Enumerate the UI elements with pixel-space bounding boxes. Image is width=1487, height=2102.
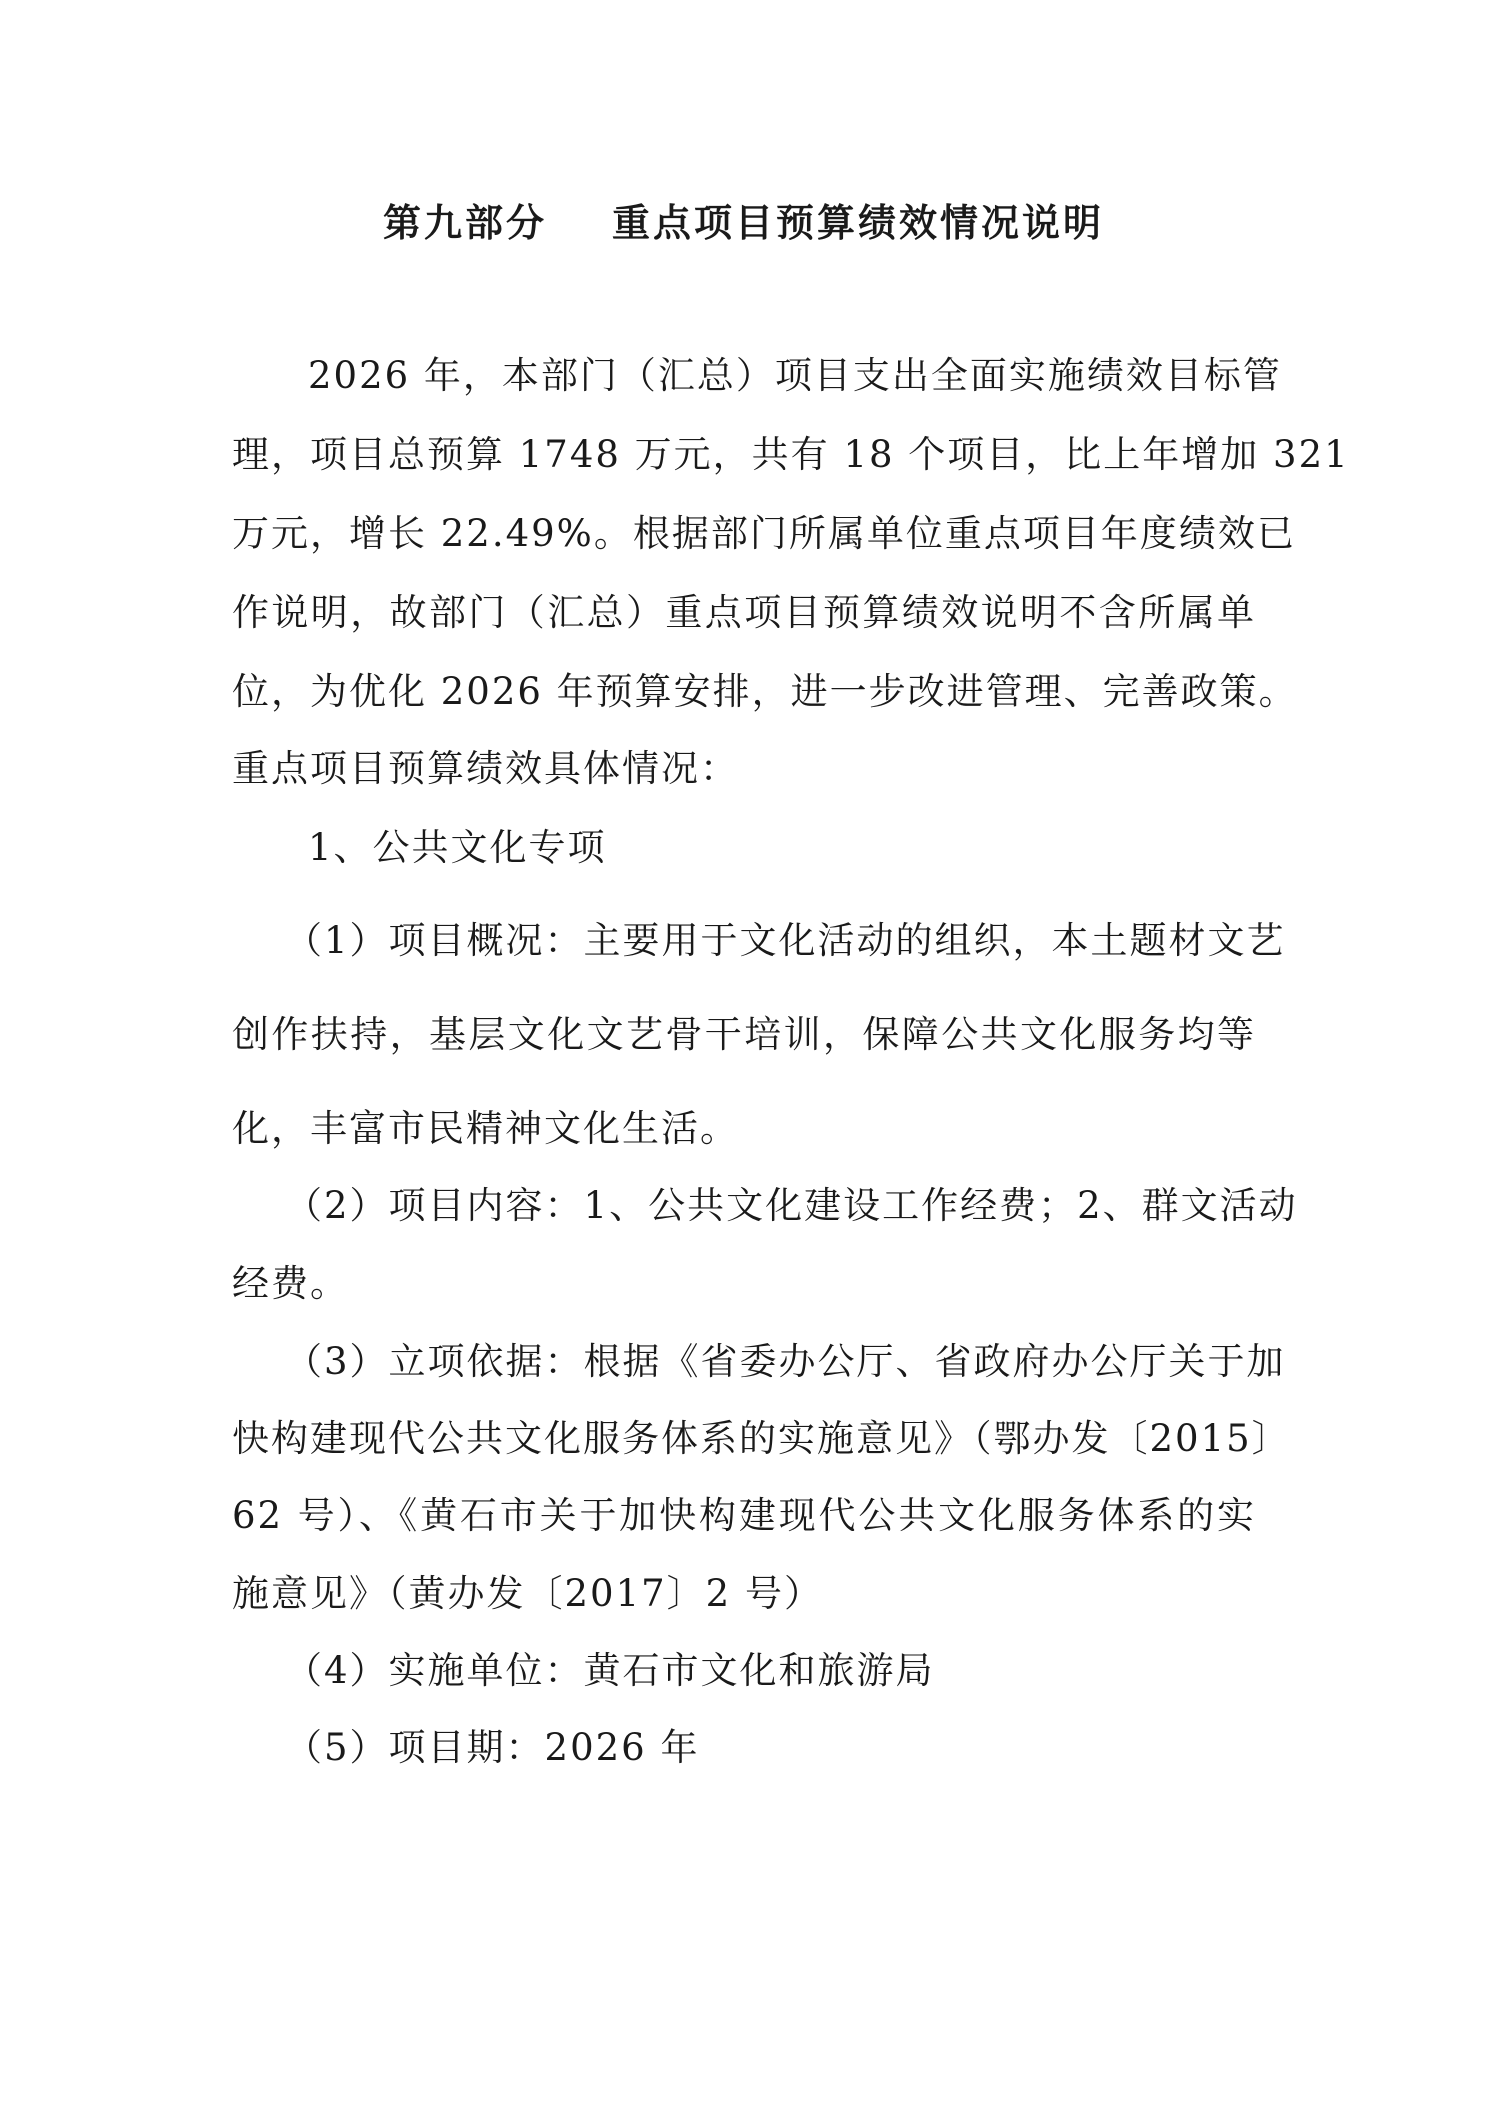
paragraph-line: 经费。	[232, 1262, 349, 1305]
paragraph-line: （1）项目概况：主要用于文化活动的组织，本土题材文艺	[285, 919, 1286, 962]
paragraph-line: 重点项目预算绩效具体情况：	[232, 747, 739, 790]
paragraph-line: （4）实施单位：黄石市文化和旅游局	[285, 1649, 935, 1692]
paragraph-line: （5）项目期：2026 年	[285, 1726, 700, 1769]
paragraph-line: 施意见》（黄办发〔2017〕2 号）	[232, 1572, 823, 1615]
paragraph-line: 作说明，故部门（汇总）重点项目预算绩效说明不含所属单	[232, 591, 1256, 634]
paragraph-line: 理，项目总预算 1748 万元，共有 18 个项目，比上年增加 321	[232, 433, 1350, 476]
paragraph-line: （3）立项依据：根据《省委办公厅、省政府办公厅关于加	[285, 1340, 1286, 1383]
paragraph-line: 位，为优化 2026 年预算安排，进一步改进管理、完善政策。	[232, 670, 1298, 713]
section-heading: 1、公共文化专项	[308, 826, 607, 869]
page-title: 第九部分 重点项目预算绩效情况说明	[383, 200, 1104, 245]
paragraph-line: 化，丰富市民精神文化生活。	[232, 1107, 739, 1150]
paragraph-line: 万元，增长 22.49%。根据部门所属单位重点项目年度绩效已	[232, 512, 1296, 555]
paragraph-line: 快构建现代公共文化服务体系的实施意见》（鄂办发〔2015〕	[232, 1417, 1291, 1460]
paragraph-line: 创作扶持，基层文化文艺骨干培训，保障公共文化服务均等	[232, 1013, 1256, 1056]
paragraph-line: 2026 年，本部门（汇总）项目支出全面实施绩效目标管	[308, 354, 1282, 397]
paragraph-line: 62 号）、《黄石市关于加快构建现代公共文化服务体系的实	[232, 1494, 1256, 1537]
paragraph-line: （2）项目内容：1、公共文化建设工作经费；2、群文活动	[285, 1184, 1298, 1227]
